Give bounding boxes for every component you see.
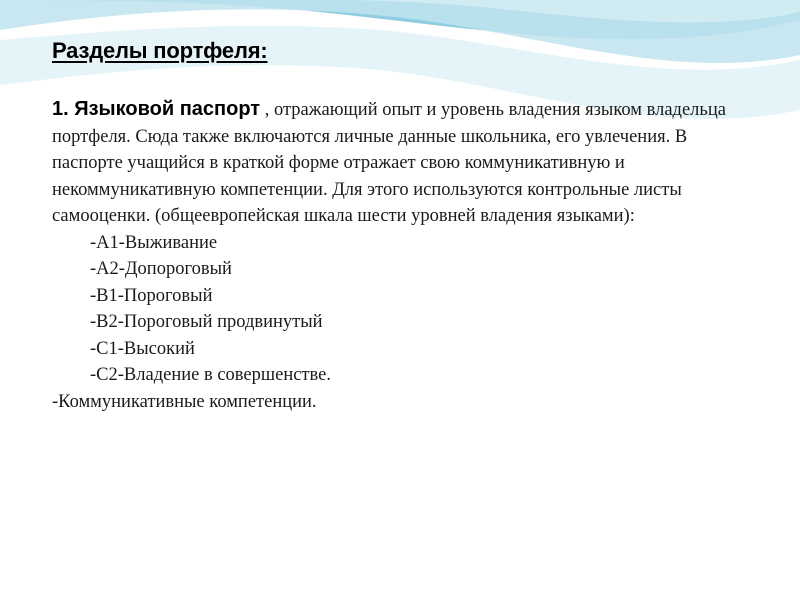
intro-paragraph	[52, 96, 752, 230]
list-item-c1: -С1-Высокий	[90, 338, 195, 359]
list-item-c2: -С2-Владение в совершенстве.	[90, 365, 331, 385]
list-item-b1: -В1-Пороговый	[90, 285, 213, 306]
intro-body: , отражающий опыт и уровень владения языком владельца портфеля. Сюда также включаются личные данные школьника, его увлечения. В паспорте учащийся в краткой форме отражает свою коммуникативную и некоммуникативную компетенции. Для этого используются контрольные листы самооценки. (общеевропейская шкала шести уровней владения языками):	[52, 100, 726, 226]
footer-line: -Коммуникативные компетенции.	[52, 391, 317, 412]
slide-title: Разделы портфеля:	[52, 38, 268, 63]
slide-content	[52, 96, 752, 415]
list-item-a2: -А2-Допороговый	[90, 259, 232, 279]
section-heading: 1. Языковой паспорт	[52, 98, 261, 120]
list-item-b2: -В2-Пороговый продвинутый	[90, 312, 323, 332]
language-levels-list	[52, 230, 752, 389]
list-item-a1: -А1-Выживание	[90, 232, 218, 253]
